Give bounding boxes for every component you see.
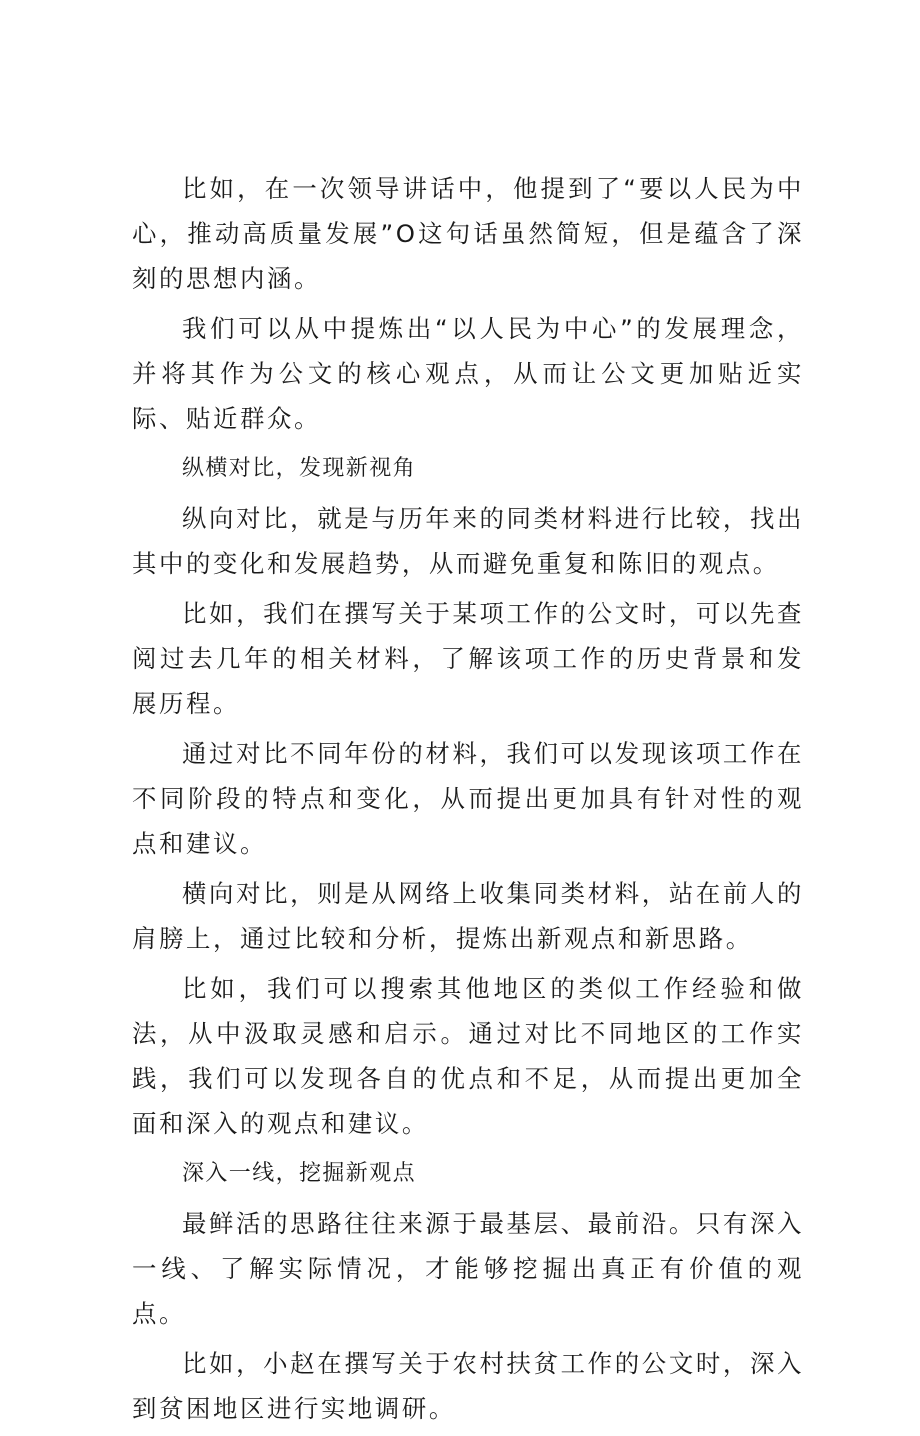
section-heading: 纵横对比，发现新视角 [182,456,417,481]
paragraph: 我们可以从中提炼出“以人民为中心”的发展理念，并将其作为公文的核心观点，从而让公文更加贴近实际、贴近群众。 [132,314,804,433]
paragraph: 比如，小赵在撰写关于农村扶贫工作的公文时，深入到贫困地区进行实地调研。 [132,1349,804,1423]
section-heading: 深入一线，挖掘新观点 [182,1161,417,1186]
paragraph: 纵向对比，就是与历年来的同类材料进行比较，找出其中的变化和发展趋势，从而避免重复和陈旧的观点。 [132,504,804,578]
paragraph: 横向对比，则是从网络上收集同类材料，站在前人的肩膀上，通过比较和分析，提炼出新观点和新思路。 [132,879,804,953]
paragraph: 比如，我们可以搜索其他地区的类似工作经验和做法，从中汲取灵感和启示。通过对比不同地区的工作实践，我们可以发现各自的优点和不足，从而提出更加全面和深入的观点和建议。 [132,974,804,1138]
document-body [132,166,804,1436]
paragraph: 最鲜活的思路往往来源于最基层、最前沿。只有深入一线、了解实际情况，才能够挖掘出真正有价值的观点。 [132,1209,804,1328]
paragraph: 比如，我们在撰写关于某项工作的公文时，可以先查阅过去几年的相关材料，了解该项工作的历史背景和发展历程。 [132,599,804,718]
paragraph: 比如，在一次领导讲话中，他提到了“要以人民为中心，推动高质量发展”O这句话虽然简短，但是蕴含了深刻的思想内涵。 [132,174,804,293]
paragraph: 通过对比不同年份的材料，我们可以发现该项工作在不同阶段的特点和变化，从而提出更加具有针对性的观点和建议。 [132,739,804,858]
